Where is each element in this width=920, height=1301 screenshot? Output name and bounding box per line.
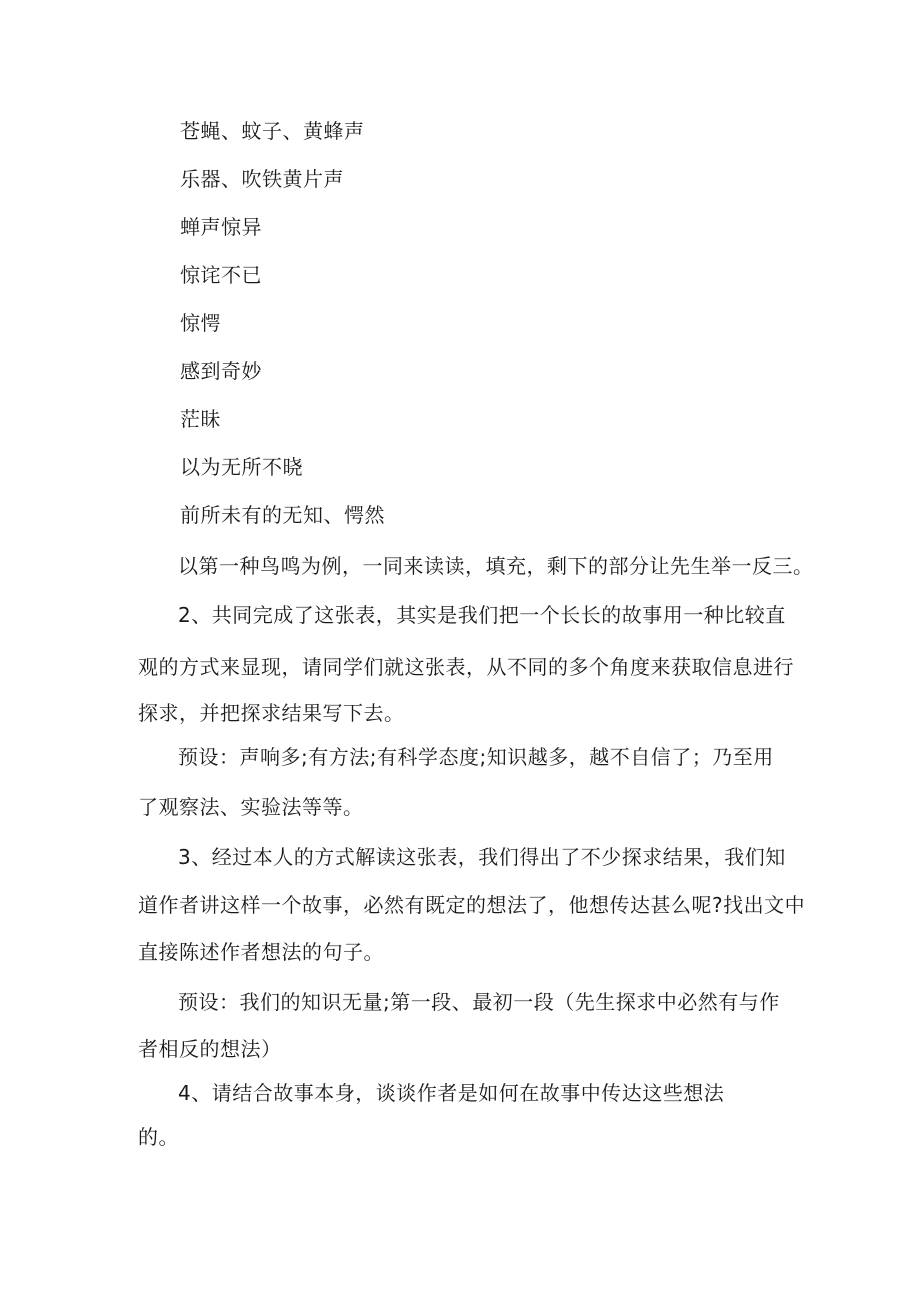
paragraph-3-line: 直接陈述作者想法的句子。 (138, 940, 384, 964)
list-item: 茫昧 (180, 407, 221, 431)
paragraph-3-preset-line: 者相反的想法） (138, 1037, 282, 1061)
paragraph-2-preset-line: 预设：声响多;有方法;有科学态度;知识越多，越不自信了；乃至用 (178, 745, 774, 769)
list-item: 以为无所不晓 (180, 455, 303, 479)
list-item: 苍蝇、蚊子、黄蜂声 (180, 119, 365, 143)
list-item: 惊愕 (180, 311, 221, 335)
paragraph-2-preset-line: 了观察法、实验法等等。 (138, 795, 364, 819)
paragraph-2-line: 观的方式来显现，请同学们就这张表，从不同的多个角度来获取信息进行 (138, 655, 794, 679)
list-item: 前所未有的无知、愕然 (180, 503, 385, 527)
paragraph-4-line: 4、请结合故事本身，谈谈作者是如何在故事中传达这些想法 (178, 1081, 725, 1105)
paragraph-2-line: 2、共同完成了这张表，其实是我们把一个长长的故事用一种比较直 (178, 603, 786, 627)
paragraph-4-line: 的。 (138, 1125, 179, 1149)
list-item: 乐器、吹铁黄片声 (180, 167, 344, 191)
list-item: 惊诧不已 (180, 263, 262, 287)
paragraph-3-line: 3、经过本人的方式解读这张表，我们得出了不少探求结果，我们知 (178, 845, 786, 869)
paragraph-3-preset-line: 预设：我们的知识无量;第一段、最初一段（先生探求中必然有与作 (178, 990, 780, 1014)
list-item: 感到奇妙 (180, 359, 262, 383)
intro-paragraph: 以第一种鸟鸣为例，一同来读读，填充，剩下的部分让先生举一反三。 (178, 554, 814, 578)
paragraph-2-line: 探求，并把探求结果写下去。 (138, 701, 405, 725)
paragraph-3-line: 道作者讲这样一个故事，必然有既定的想法了，他想传达甚么呢?找出文中 (138, 893, 806, 917)
list-item: 蝉声惊异 (180, 215, 262, 239)
